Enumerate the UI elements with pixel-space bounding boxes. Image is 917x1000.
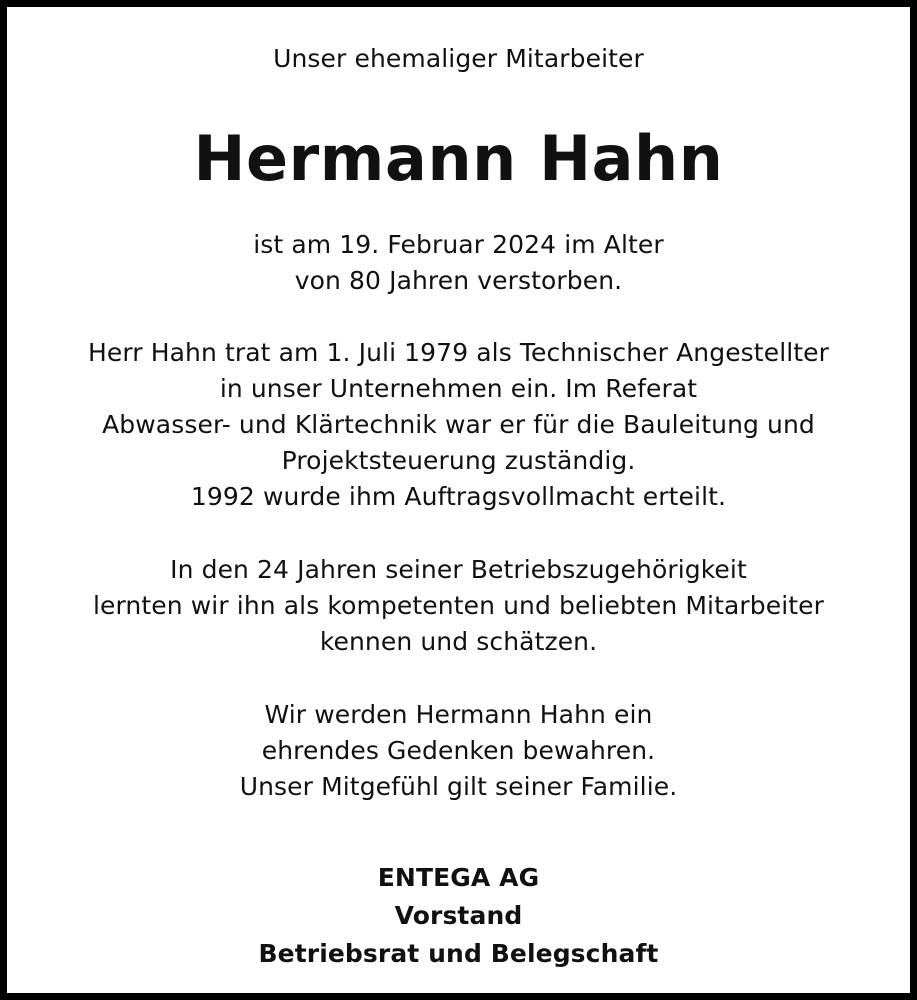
tribute-line-2: lernten wir ihn als kompetenten und beliebten Mitarbeiter xyxy=(92,591,825,620)
signature-staff: Betriebsrat und Belegschaft xyxy=(258,939,659,968)
remembrance-line-2: ehrendes Gedenken bewahren. xyxy=(261,736,656,765)
career-line-2: in unser Unternehmen ein. Im Referat xyxy=(219,374,698,403)
tribute-line-1: In den 24 Jahren seiner Betriebszugehörigkeit xyxy=(170,555,747,584)
career-line-5: 1992 wurde ihm Auftragsvollmacht erteilt. xyxy=(190,482,727,511)
death-line-1: ist am 19. Februar 2024 im Alter xyxy=(253,230,664,259)
intro-line: Unser ehemaliger Mitarbeiter xyxy=(273,44,644,73)
remembrance-line-1: Wir werden Hermann Hahn ein xyxy=(264,700,653,729)
signature-company: ENTEGA AG xyxy=(377,863,540,892)
career-line-1: Herr Hahn trat am 1. Juli 1979 als Technischer Angestellter xyxy=(87,338,830,367)
career-line-3: Abwasser- und Klärtechnik war er für die Bauleitung und xyxy=(102,410,815,439)
deceased-name: Hermann Hahn xyxy=(193,122,724,195)
death-line-2: von 80 Jahren verstorben. xyxy=(294,266,623,295)
signature-board: Vorstand xyxy=(394,901,523,930)
remembrance-line-3: Unser Mitgefühl gilt seiner Familie. xyxy=(239,772,678,801)
tribute-line-3: kennen und schätzen. xyxy=(319,627,598,656)
career-line-4: Projektsteuerung zuständig. xyxy=(281,446,636,475)
